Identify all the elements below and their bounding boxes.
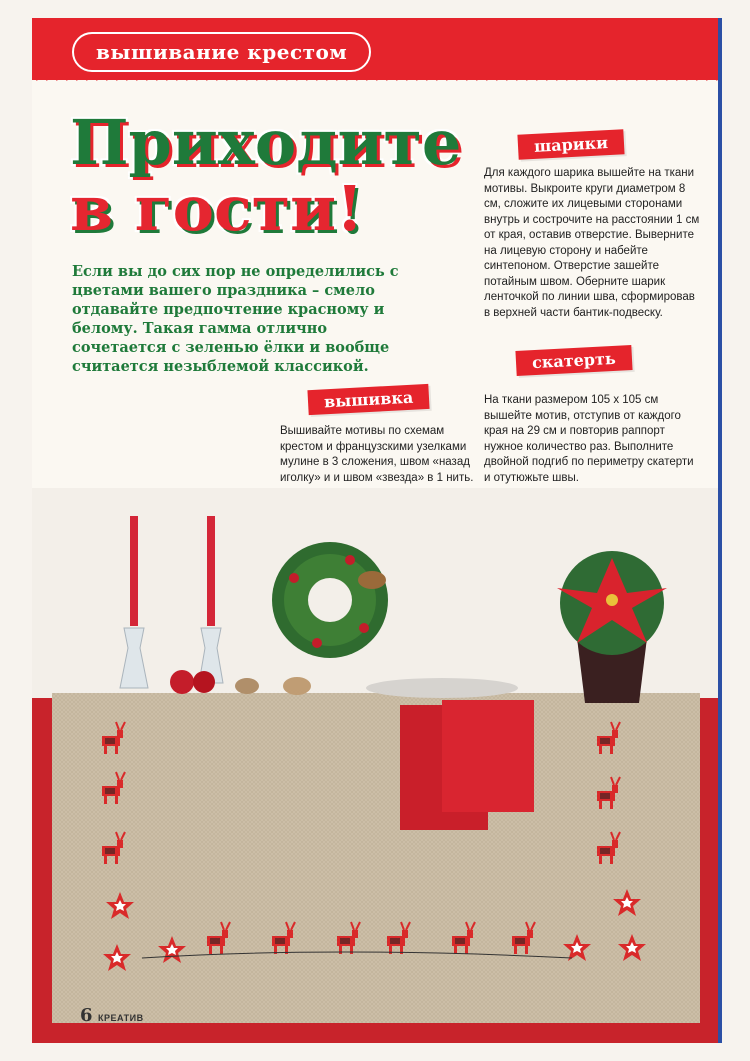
text-embroidery: Вышивайте мотивы по схемам крестом и французскими узелками мулине в 3 сложения, швом «назад иголку» и и швом «звезда» в 1 нить. <box>280 425 474 484</box>
header-zigzag-edge <box>32 76 718 86</box>
page-title <box>70 106 490 245</box>
magazine-name: КРЕАТИВ <box>98 1013 144 1023</box>
lead-paragraph: Если вы до сих пор не определились с цветами вашего праздника – смело отдавайте предпочтение красному и белому. Такая гамма отлично сочетается с зеленью ёлки и вообще считается незыблемой классикой. <box>72 263 399 375</box>
text-balls: Для каждого шарика вышейте на ткани мотивы. Выкроите круги диаметром 8 см, сложите их лицевыми сторонами внутрь и сострочите на расстоянии 1 см от края, оставив отверстие. Выверните на лицевую сторону и набейте синтепоном. Отверстие зашейте потайным швом. Оберните шарик ленточкой по линии шва, сформировав в верхней части бантик-подвеску. <box>484 167 700 319</box>
title-line-1: Приходите <box>70 106 462 179</box>
page-number: 6 <box>80 1005 94 1026</box>
page-edge <box>718 18 722 1043</box>
red-napkin <box>400 700 534 830</box>
red-ornament <box>170 670 194 694</box>
magazine-page <box>32 18 718 1043</box>
page-footer <box>80 1005 144 1026</box>
heading-balls: шарики <box>517 129 624 160</box>
plate <box>366 678 518 698</box>
title-line-2: в гости! <box>70 172 364 245</box>
text-tablecloth: На ткани размером 105 х 105 см вышейте мотив, отступив от каждого края на 29 см и повторив раппорт нужное количество раз. Выполните двойной подгиб по периметру скатерти и отутюжьте швы. <box>484 394 694 484</box>
heading-tablecloth: скатерть <box>515 345 632 376</box>
heading-embroidery: вышивка <box>307 384 429 415</box>
pine-wreath <box>272 542 388 658</box>
section-rubric: вышивание крестом <box>72 32 371 72</box>
table-photo <box>32 488 718 1043</box>
